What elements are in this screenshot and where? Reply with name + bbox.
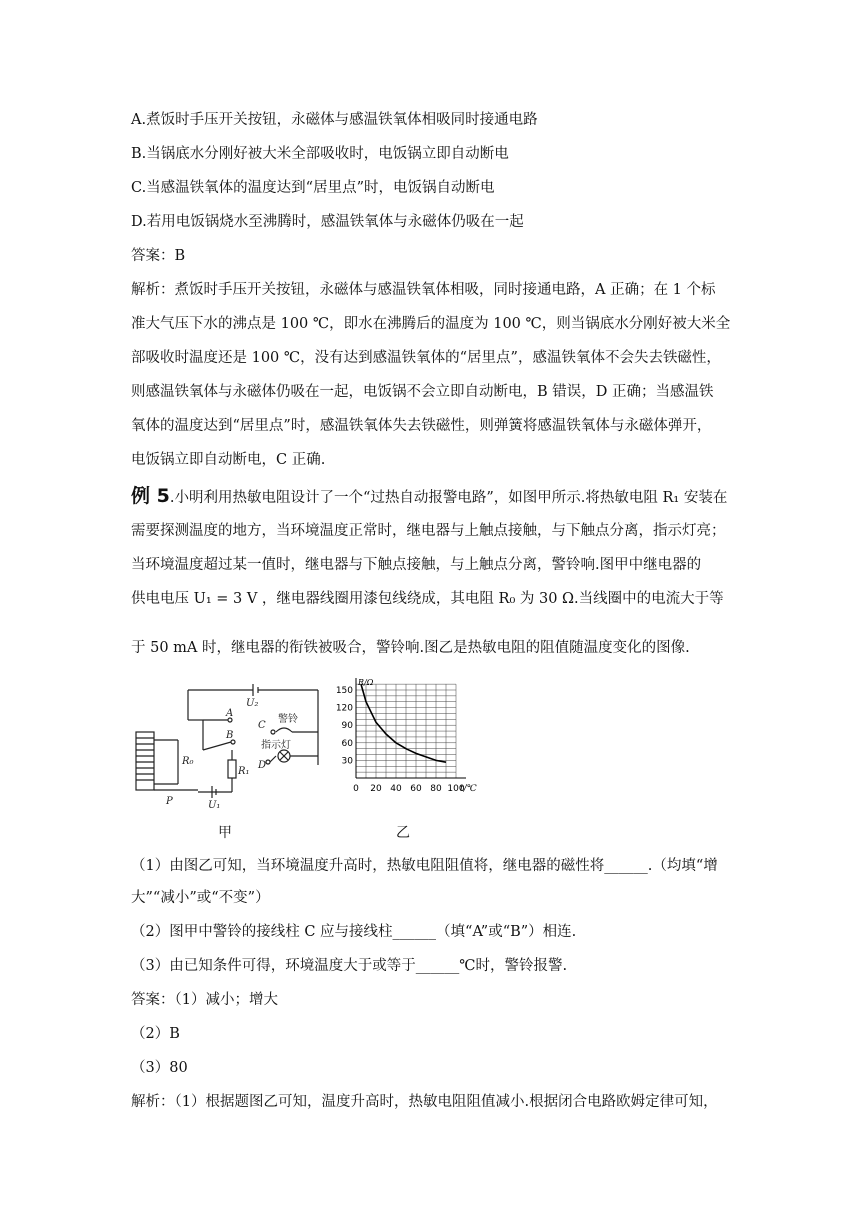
analysis-line: 解析：煮饭时手压开关按钮，永磁体与感温铁氧体相吸，同时接通电路，A 正确；在 1 个标: [131, 282, 716, 298]
label-u1: U₁: [208, 800, 221, 810]
analysis-line: 则感温铁氧体与永磁体仍吸在一起，电饭锅不会立即自动断电，B 错误，D 正确；当感温铁: [131, 384, 714, 400]
example-5-line: 于 50 mA 时，继电器的衔铁被吸合，警铃响.图乙是热敏电阻的阻值随温度变化的图像.: [131, 640, 690, 656]
x-tick-label: 100: [447, 784, 465, 794]
y-tick-label: 60: [341, 738, 353, 749]
y-tick-label: 90: [341, 721, 353, 732]
y-tick-label: 30: [341, 756, 353, 767]
label-a: A: [226, 708, 234, 719]
y-axis-label: R/Ω: [358, 678, 374, 687]
question-1-cont: 大”“减小”或“不变”）: [131, 890, 270, 906]
example-5-line-1: [131, 486, 741, 508]
analysis-line: 准大气压下水的沸点是 100 ℃，即水在沸腾后的温度为 100 ℃，则当锅底水分刚好被大米全: [131, 316, 731, 332]
example-5-title: 例 5: [131, 485, 170, 507]
circuit-diagram: [128, 680, 328, 810]
answer-line: 答案：B: [131, 248, 186, 264]
example-5-text: .小明利用热敏电阻设计了一个“过热自动报警电路”，如图甲所示.将热敏电阻 R₁ 安装在: [169, 490, 728, 506]
example-5-line: 需要探测温度的地方，当环境温度正常时，继电器与上触点接触，与下触点分离，指示灯亮；: [131, 523, 726, 539]
x-tick-label: 60: [410, 784, 422, 794]
question-2: （2）图甲中警铃的接线柱 C 应与接线柱______（填“A”或“B”）相连.: [131, 924, 577, 940]
question-1: （1）由图乙可知，当环境温度升高时，热敏电阻阻值将，继电器的磁性将______.（均填“增: [131, 858, 718, 874]
y-tick-label: 150: [335, 686, 353, 696]
analysis-2: 解析：（1）根据题图乙可知，温度升高时，热敏电阻阻值减小.根据闭合电路欧姆定律可知，: [131, 1094, 718, 1110]
option-a: A.煮饭时手压开关按钮，永磁体与感温铁氧体相吸同时接通电路: [131, 112, 538, 128]
x-tick-label: 0: [353, 784, 359, 794]
label-d: D: [258, 760, 267, 771]
label-u2: U₂: [246, 698, 259, 709]
analysis-line: 电饭锅立即自动断电，C 正确.: [131, 452, 326, 468]
label-b: B: [226, 730, 234, 741]
answer-2: （2）B: [131, 1026, 180, 1042]
analysis-line: 部吸收时温度还是 100 ℃，没有达到感温铁氧体的“居里点”，感温铁氧体不会失去铁磁性，: [131, 350, 721, 366]
x-axis-label: t/℃: [460, 784, 477, 794]
answer-3: （3）80: [131, 1060, 188, 1076]
label-c: C: [258, 720, 266, 731]
option-c: C.当感温铁氧体的温度达到“居里点”时，电饭锅自动断电: [131, 180, 495, 196]
x-tick-label: 80: [430, 784, 442, 794]
x-tick-label: 20: [370, 784, 382, 794]
figure-caption-left: 甲: [218, 825, 232, 841]
option-b: B.当锅底水分刚好被大米全部吸收时，电饭锅立即自动断电: [131, 146, 509, 162]
label-r0: R₀: [182, 756, 194, 767]
x-tick-label: 40: [390, 784, 402, 794]
label-r1: R₁: [238, 766, 250, 777]
lamp-label: 指示灯: [261, 740, 291, 751]
question-3: （3）由已知条件可得，环境温度大于或等于______℃时，警铃报警.: [131, 958, 568, 974]
option-d: D.若用电饭锅烧水至沸腾时，感温铁氧体与永磁体仍吸在一起: [131, 214, 524, 230]
analysis-line: 氧体的温度达到“居里点”时，感温铁氧体失去铁磁性，则弹簧将感温铁氧体与永磁体弹开，: [131, 418, 712, 434]
answer-1: 答案：（1）减小；增大: [131, 992, 278, 1008]
figure-caption-right: 乙: [396, 825, 410, 841]
label-p: P: [166, 796, 173, 807]
resistance-temperature-chart: [334, 676, 484, 806]
example-5-line: 当环境温度超过某一值时，继电器与下触点接触，与上触点分离，警铃响.图甲中继电器的: [131, 557, 702, 573]
example-5-line: 供电电压 U₁ = 3 V ，继电器线圈用漆包线绕成，其电阻 R₀ 为 30 Ω.当线圈中的电流大于等: [131, 591, 724, 607]
y-tick-label: 120: [335, 703, 353, 714]
bell-label: 警铃: [278, 714, 298, 725]
